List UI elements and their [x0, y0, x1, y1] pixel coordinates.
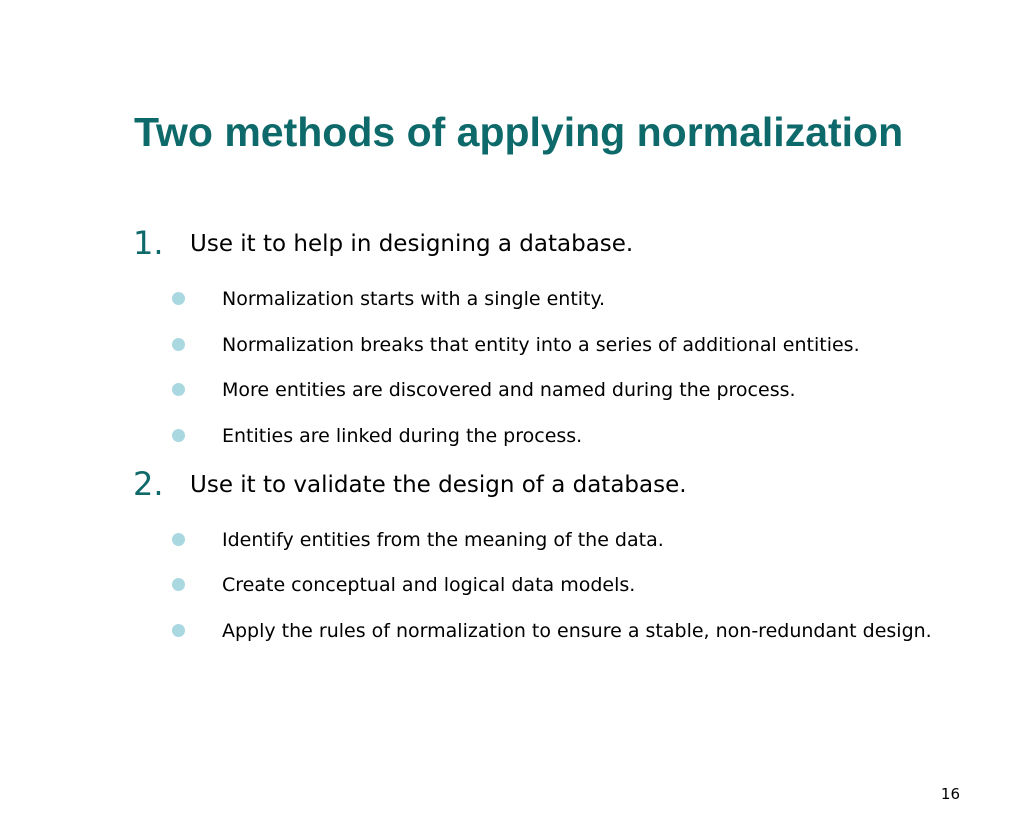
- method-number: 2.: [133, 465, 164, 503]
- bullet-text: Apply the rules of normalization to ensure a stable, non-redundant design.: [222, 620, 932, 642]
- bullet-text: Create conceptual and logical data models.: [222, 574, 636, 596]
- method-item-2: [133, 464, 973, 504]
- bullet-dot-icon: [172, 338, 185, 351]
- slide-title: Two methods of applying normalization: [134, 109, 904, 155]
- bullet-dot-icon: [172, 578, 185, 591]
- bullet-dot-icon: [172, 624, 185, 637]
- bullet-text: Normalization breaks that entity into a series of additional entities.: [222, 334, 860, 356]
- bullet-dot-icon: [172, 383, 185, 396]
- bullet-text: Entities are linked during the process.: [222, 425, 583, 447]
- bullet-text: Identify entities from the meaning of the data.: [222, 529, 664, 551]
- method-text: Use it to validate the design of a database.: [190, 472, 687, 498]
- page-number: 16: [940, 785, 960, 803]
- method-item-1: [133, 223, 973, 263]
- method-number: 1.: [133, 224, 164, 262]
- bullet-dot-icon: [172, 292, 185, 305]
- bullet-dot-icon: [172, 533, 185, 546]
- bullet-dot-icon: [172, 429, 185, 442]
- bullet-text: More entities are discovered and named during the process.: [222, 379, 796, 401]
- bullet-text: Normalization starts with a single entity.: [222, 288, 606, 310]
- method-text: Use it to help in designing a database.: [190, 231, 634, 257]
